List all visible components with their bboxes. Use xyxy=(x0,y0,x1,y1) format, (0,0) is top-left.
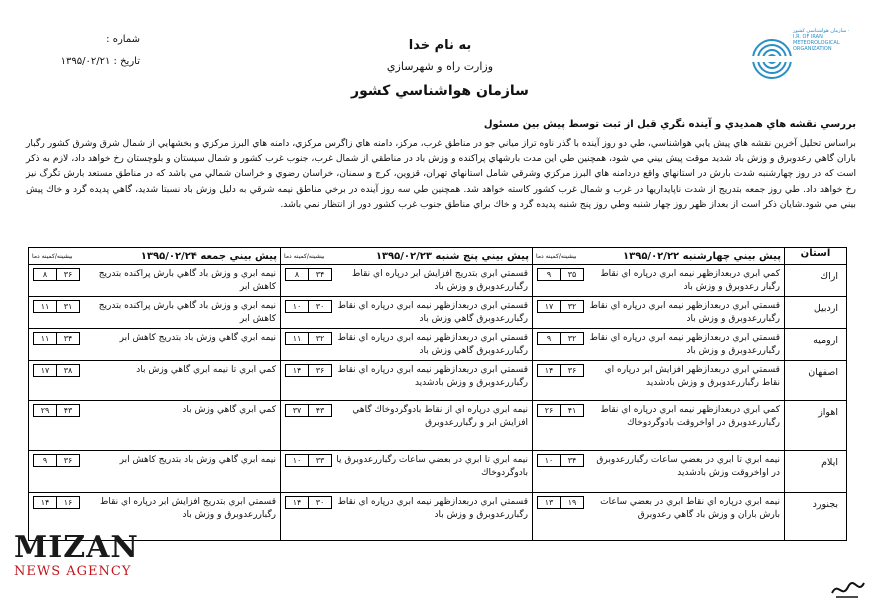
document-subject: بررسي نقشه هاي همديدي و آينده نگري قبل از ثبت توسط پيش بين مسئول xyxy=(483,119,856,130)
min-temp: ۱۱ xyxy=(33,332,56,345)
letter-date xyxy=(30,56,140,67)
max-temp: ۳۴ xyxy=(560,454,584,467)
forecast-description: قسمتي ابري دربعدازظهر نيمه ابري درپاره اي نقاط رگباررعدوبرق و وزش باد xyxy=(589,301,780,324)
forecast-cell xyxy=(533,361,785,401)
forecast-description: كمي ابري دربعدازظهر نيمه ابري درپاره اي نقاط رگباررعدوبرق در اواخروقت بادوگردوخاك xyxy=(600,405,780,428)
forecast-description: قسمتي ابري دربعدازظهر افزايش ابر درپاره اي نقاط رگباررعدوبرق و وزش بادشديد xyxy=(604,365,780,388)
letter-number xyxy=(30,34,140,45)
synoptic-analysis-paragraph: براساس تحليل آخرين نقشه هاي پيش يابي هواشناسي، طي دو روز آينده با گذر ناوه تراز مياني جو در مناطق غرب، مركز، دامنه هاي زاگرس مركزي، دامنه هاي البرز مركزي و بخشهايي از شمال شرق وشرق كشور رگبار باران گاهي رعدوبرق و وزش باد شديد موقت پيش بيني مي شود، همچنين طي اين مدت بارشهاي پراكنده و وزش باد در مناطقي از شمال غرب، جنوب غرب كشور و شمال سيستان و بلوچستان رخ خواهد داد، لازم به ذكر است كه در روز چهارشنبه شدت بارش در استانهاي واقع دردامنه هاي البرز مركزي وشرقي شامل استانهاي تهران، قزوين، كرج و سمنان، خراسان رضوي و خراسان شمالي مي باشد كه در مناطق مستعد بارش تگرگ نيز رخ خواهد داد. طي روز جمعه بتدريج از شدت ناپايداريها در غرب و شمال غرب كشور كاسته خواهد شد. همچنين طي سه روز آينده در برخي مناطق نيمه شرقي به دليل وزش باد نسبتا شديد، گاهي پديده گرد و خاك پيش بيني مي شود.شايان ذكر است از بعداز ظهر روز چهار شنبه وطي روز پنج شنبه پديده گرد و خاك براي مناطق جنوب غرب كشور دور از انتظار نمي باشد. xyxy=(26,138,856,210)
forecast-description: قسمتي ابري دربعدازظهر نيمه ابري درپاره اي نقاط رگباررعدوبرق و وزش باد xyxy=(337,497,528,520)
ministry-name: وزارت راه و شهرسازي xyxy=(386,60,494,73)
min-temp: ۱۰ xyxy=(537,454,560,467)
forecast-cell xyxy=(281,265,533,297)
max-temp: ۳۸ xyxy=(56,364,80,377)
forecast-table xyxy=(28,247,847,541)
forecast-cell xyxy=(29,361,281,401)
forecast-description: نيمه ابري درپاره اي از نقاط بادوگردوخاك گاهي افزايش ابر و رگباررعدوبرق xyxy=(352,405,528,428)
min-temp: ۸ xyxy=(285,268,308,281)
min-temp: ۹ xyxy=(537,332,560,345)
min-temp: ۲۶ xyxy=(537,404,560,417)
province-cell: اصفهان xyxy=(785,361,847,401)
max-temp: ۱۹ xyxy=(560,496,584,509)
basmala: به نام خدا xyxy=(408,38,472,53)
max-temp: ۳۶ xyxy=(560,364,584,377)
forecast-cell xyxy=(533,493,785,541)
min-temp: ۱۷ xyxy=(537,300,560,313)
min-temp: ۲۹ xyxy=(33,404,56,417)
forecast-cell xyxy=(29,451,281,493)
max-temp: ۳۲ xyxy=(560,332,584,345)
max-temp: ۱۶ xyxy=(56,496,80,509)
table-header-row xyxy=(29,248,847,265)
forecast-cell xyxy=(281,401,533,451)
max-temp: ۳۳ xyxy=(308,454,332,467)
table-row xyxy=(29,451,847,493)
forecast-cell xyxy=(29,297,281,329)
table-row xyxy=(29,361,847,401)
forecast-cell xyxy=(281,451,533,493)
forecast-description: كمي ابري گاهي وزش باد xyxy=(182,405,276,415)
day-header-thursday: پيش بيني پنج شنبه ۱۳۹۵/۰۲/۲۳ بيشينه/كمينه دما xyxy=(281,248,533,265)
province-header: استان xyxy=(785,248,847,265)
max-temp: ۳۲ xyxy=(560,300,584,313)
forecast-cell xyxy=(281,493,533,541)
news-agency-text: NEWS AGENCY xyxy=(14,564,132,579)
table-row xyxy=(29,265,847,297)
forecast-description: نيمه ابري و وزش باد گاهي بارش پراكنده بتدريج كاهش ابر xyxy=(98,301,276,324)
mizan-signature-icon xyxy=(828,575,868,603)
forecast-description: نيمه ابري درپاره اي نقاط ابري در بعضي ساعات بارش باران و وزش باد گاهي رعدوبرق xyxy=(600,497,780,520)
min-temp: ۹ xyxy=(537,268,560,281)
forecast-description: قسمتي ابري دربعدازظهر نيمه ابري درپاره اي نقاط رگباررعدوبرق و وزش بادشديد xyxy=(337,365,528,388)
forecast-description: كمي ابري دربعدازظهر نيمه ابري درپاره اي نقاط رگبار رعدوبرق و وزش باد xyxy=(600,269,780,292)
table-row xyxy=(29,297,847,329)
day-header-friday: پيش بيني جمعه ۱۳۹۵/۰۲/۲۴ بيشينه/كمينه دما xyxy=(29,248,281,265)
forecast-description: نيمه ابري و وزش باد گاهي بارش پراكنده بتدريج كاهش ابر xyxy=(98,269,276,292)
forecast-cell xyxy=(281,329,533,361)
max-temp: ۳۶ xyxy=(56,268,80,281)
date-label: تاريخ : xyxy=(113,56,140,67)
forecast-description: قسمتي ابري دربعدازظهر نيمه ابري درپاره اي نقاط رگباررعدوبرق گاهي وزش باد xyxy=(337,333,528,356)
table-row xyxy=(29,493,847,541)
min-temp: ۱۱ xyxy=(285,332,308,345)
max-temp: ۳۶ xyxy=(308,364,332,377)
min-temp: ۱۰ xyxy=(285,454,308,467)
table-row xyxy=(29,329,847,361)
max-temp: ۳۰ xyxy=(308,300,332,313)
forecast-description: كمي ابري تا نيمه ابري گاهي وزش باد xyxy=(136,365,276,375)
max-temp: ۳۲ xyxy=(308,332,332,345)
max-temp: ۳۵ xyxy=(560,268,584,281)
forecast-cell xyxy=(533,401,785,451)
min-temp: ۱۴ xyxy=(285,496,308,509)
mizan-logo-text: MIZAN xyxy=(14,530,139,565)
province-cell: اراك xyxy=(785,265,847,297)
max-temp: ۳۱ xyxy=(56,300,80,313)
forecast-description: نيمه ابري تا ابري در بعضي ساعات رگباررعدوبرق يا بادوگردوخاك xyxy=(336,455,528,478)
min-temp: ۱۴ xyxy=(285,364,308,377)
min-temp: ۱۳ xyxy=(537,496,560,509)
min-temp: ۱۰ xyxy=(285,300,308,313)
day-header-wednesday: پيش بيني چهارشنبه ۱۳۹۵/۰۲/۲۲ بيشينه/كمينه دما xyxy=(533,248,785,265)
max-temp: ۴۱ xyxy=(560,404,584,417)
forecast-cell xyxy=(281,361,533,401)
max-temp: ۳۴ xyxy=(56,332,80,345)
min-temp: ۱۷ xyxy=(33,364,56,377)
logo-caption: سازمان هواشناسي کشور · I.R. OF IRAN METEOROLOGICAL ORGANIZATION xyxy=(793,28,850,52)
forecast-cell xyxy=(533,297,785,329)
number-label: شماره : xyxy=(106,34,140,45)
forecast-cell xyxy=(29,329,281,361)
date-value: ۱۳۹۵/۰۲/۲۱ xyxy=(60,56,111,67)
forecast-description: قسمتي ابري دربعدازظهر نيمه ابري درپاره اي نقاط رگباررعدوبرق و وزش باد xyxy=(589,333,780,356)
forecast-description: قسمتي ابري دربعدازظهر نيمه ابري درپاره اي نقاط رگباررعدوبرق گاهي وزش باد xyxy=(337,301,528,324)
forecast-cell xyxy=(533,329,785,361)
province-cell: اردبيل xyxy=(785,297,847,329)
max-temp: ۴۳ xyxy=(56,404,80,417)
max-temp: ۳۴ xyxy=(308,268,332,281)
forecast-description: قسمتي ابري بتدريج افزايش ابر درپاره اي نقاط رگباررعدوبرق و وزش باد xyxy=(100,497,276,520)
province-cell: اروميه xyxy=(785,329,847,361)
min-temp: ۱۴ xyxy=(33,496,56,509)
province-cell: اهواز xyxy=(785,401,847,451)
organization-name: سازمان هواشناسي كشور xyxy=(351,83,529,99)
min-temp: ۱۴ xyxy=(537,364,560,377)
min-temp: ۸ xyxy=(33,268,56,281)
forecast-cell xyxy=(533,265,785,297)
forecast-cell xyxy=(533,451,785,493)
forecast-cell xyxy=(29,401,281,451)
min-temp: ۹ xyxy=(33,454,56,467)
max-temp: ۴۳ xyxy=(308,404,332,417)
max-temp: ۳۰ xyxy=(308,496,332,509)
province-cell: ايلام xyxy=(785,451,847,493)
forecast-description: قسمتي ابري بتدريج افزايش ابر درپاره اي نقاط رگباررعدوبرق و وزش باد xyxy=(352,269,528,292)
forecast-description: نيمه ابري گاهي وزش باد بتدريج كاهش ابر xyxy=(119,455,276,465)
forecast-cell xyxy=(29,265,281,297)
min-temp: ۱۱ xyxy=(33,300,56,313)
forecast-description: نيمه ابري گاهي وزش باد بتدريج كاهش ابر xyxy=(119,333,276,343)
max-temp: ۳۶ xyxy=(56,454,80,467)
province-cell: بجنورد xyxy=(785,493,847,541)
forecast-cell xyxy=(281,297,533,329)
table-row xyxy=(29,401,847,451)
min-temp: ۳۷ xyxy=(285,404,308,417)
forecast-description: نيمه ابري تا ابري در بعضي ساعات رگباررعدوبرق در اواخروقت وزش بادشديد xyxy=(596,455,780,478)
